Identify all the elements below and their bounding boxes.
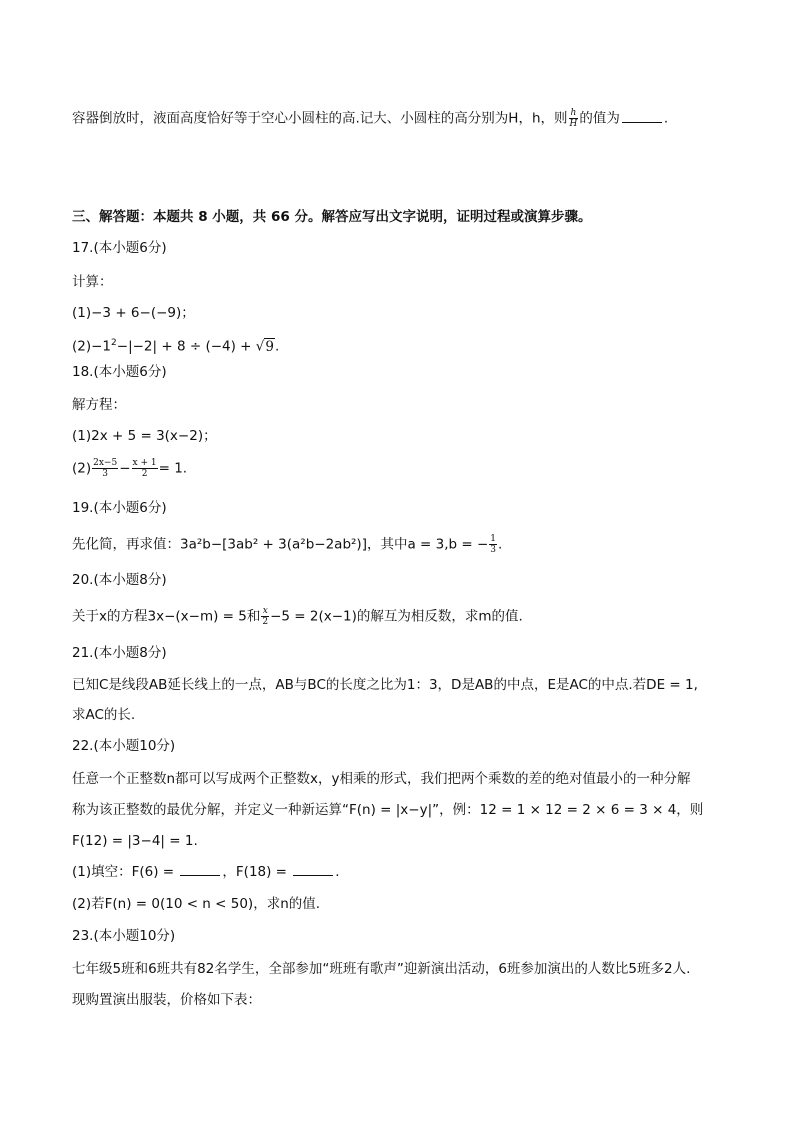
q23-line2: 现购置演出服装，价格如下表： [72, 992, 261, 1008]
answer-blank [622, 109, 662, 123]
fraction-x-over-2: $\frac{x}{2}$ [262, 606, 269, 627]
q21-line1: 已知C是线段AB延长线上的一点，AB与BC的长度之比为1：3，D是AB的中点，E是AC的中点.若DE = 1, [72, 677, 698, 693]
text: 容器倒放时，液面高度恰好等于空心小圆柱的高.记大、小圆柱的高分别为H，h，则 [72, 110, 568, 127]
q21-line2: 求AC的长. [72, 707, 136, 723]
q17-part1: (1)−3 + 6−(−9)； [72, 305, 195, 321]
q18-part1: (1)2x + 5 = 3(x−2)； [72, 428, 217, 444]
q18-part2: (2) $\frac{2x-5}{3}$ − $\frac{x + 1}{2}$ = 1. [72, 458, 188, 479]
fraction: $\frac{x + 1}{2}$ [132, 458, 157, 479]
fraction: $\frac{1}{3}$ [490, 534, 497, 555]
q19-text: 先化简，再求值：3a²b−[3ab² + 3(a²b−2ab²)]，其中a = 3,b = − $\frac{1}{3}$ . [72, 534, 503, 555]
q22-line1: 任意一个正整数n都可以写成两个正整数x，y相乘的形式，我们把两个乘数的差的绝对值最小的一种分解 [72, 771, 691, 787]
q20-title: 20.(本小题8分) [72, 572, 167, 588]
q22-part2: (2)若F(n) = 0(10 < n < 50)，求n的值. [72, 896, 321, 912]
q17-title: 17.(本小题6分) [72, 240, 167, 256]
q21-title: 21.(本小题8分) [72, 645, 167, 661]
answer-blank [180, 862, 220, 876]
q18-title: 18.(本小题6分) [72, 364, 167, 380]
q18-intro: 解方程： [72, 397, 126, 413]
problem-16-tail: 容器倒放时，液面高度恰好等于空心小圆柱的高.记大、小圆柱的高分别为H，h，则 $\frac{h}{H}$ 的值为 . [72, 108, 669, 129]
fraction: $\frac{2x-5}{3}$ [93, 458, 118, 479]
q22-title: 22.(本小题10分) [72, 738, 176, 754]
q22-line3: F(12) = |3−4| = 1. [72, 833, 198, 849]
section-3-heading: 三、解答题：本题共 8 小题，共 66 分。解答应写出文字说明，证明过程或演算步骤。 [72, 209, 592, 225]
q22-part1: (1)填空：F(6) = ，F(18) = . [72, 864, 340, 880]
q19-title: 19.(本小题6分) [72, 500, 167, 516]
answer-blank [293, 862, 333, 876]
q23-title: 23.(本小题10分) [72, 928, 176, 944]
fraction-h-over-H: $\frac{h}{H}$ [569, 108, 578, 129]
q17-part2: $(2)-1^2-|-2| + 8 \div (-4) + √9$. [72, 338, 280, 355]
q23-line1: 七年级5班和6班共有82名学生，全部参加“班班有歌声”迎新演出活动，6班参加演出的人数比5班多2人. [72, 961, 691, 977]
q22-line2: 称为该正整数的最优分解，并定义一种新运算“F(n) = |x−y|”，例：12 = 1 × 12 = 2 × 6 = 3 × 4，则 [72, 802, 704, 818]
sqrt-symbol: √9 [255, 338, 274, 355]
q20-text: 关于x的方程3x−(x−m) = 5和 $\frac{x}{2}$ −5 = 2(x−1)的解互为相反数，求m的值. [72, 606, 523, 627]
text: 的值为 [579, 110, 620, 127]
q17-intro: 计算： [72, 274, 113, 290]
